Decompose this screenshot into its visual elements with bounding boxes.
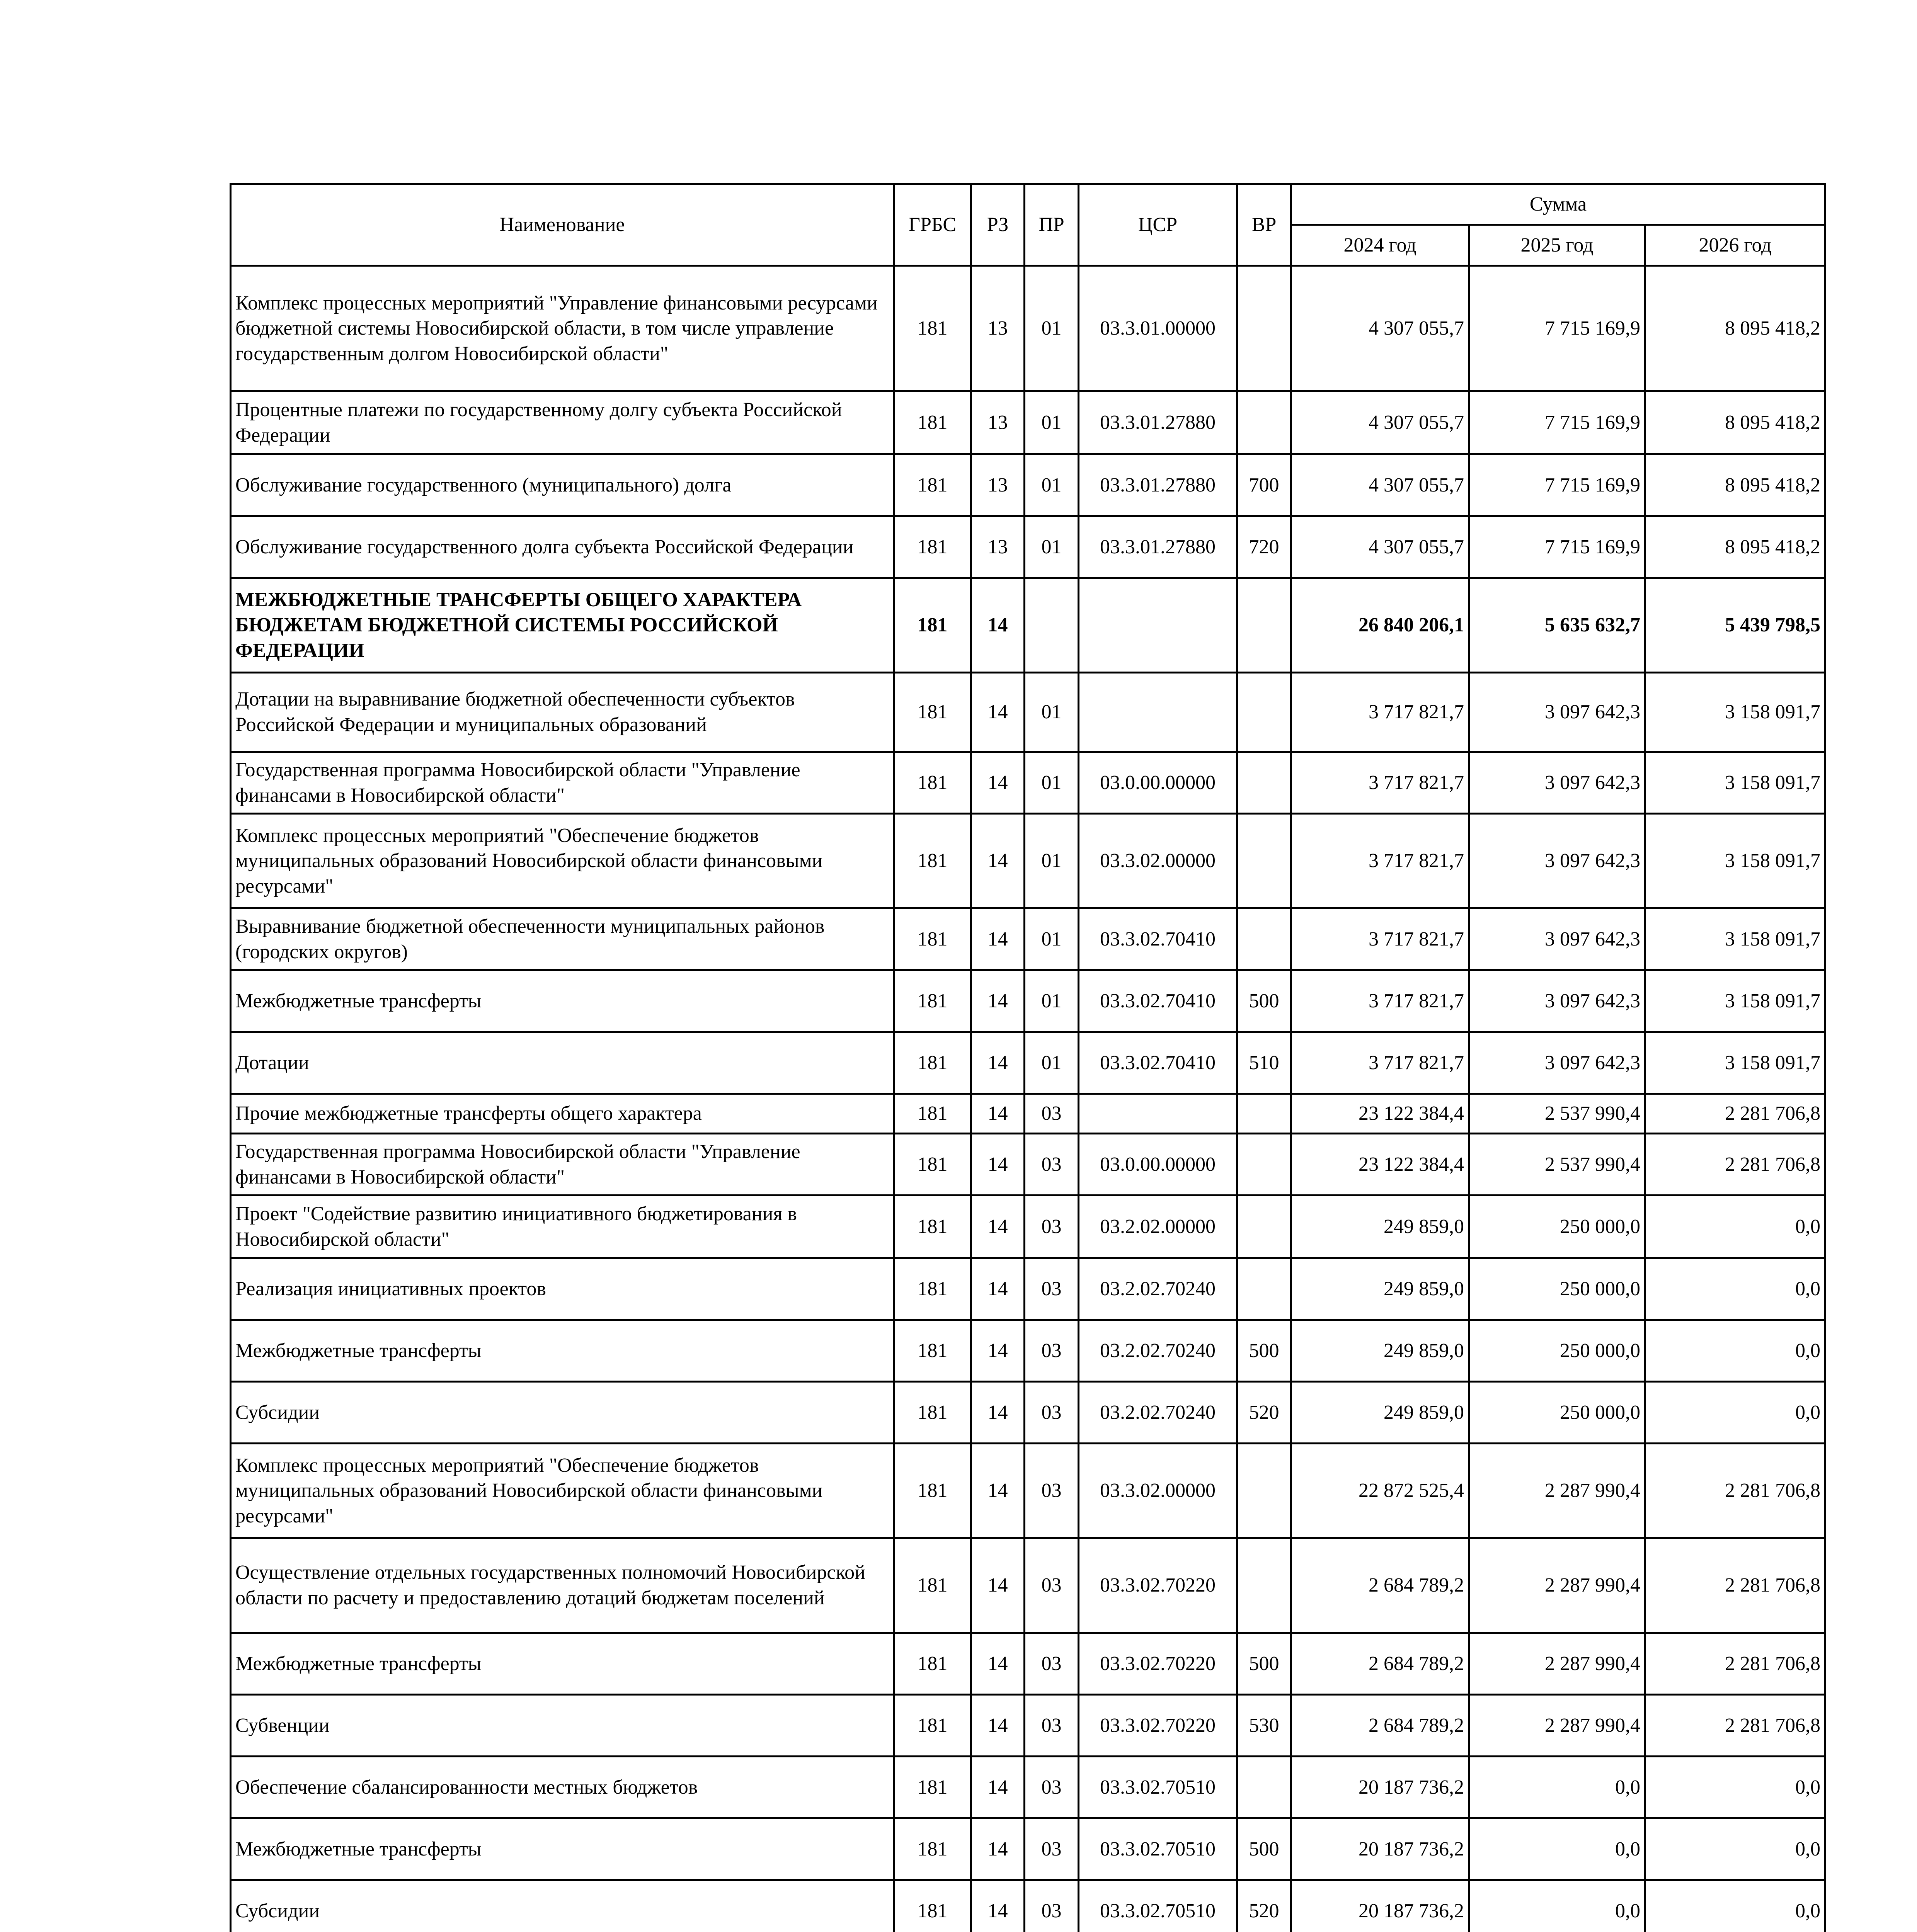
cell-v2026: 0,0: [1645, 1880, 1825, 1932]
table-row: [231, 1196, 1825, 1258]
cell-v2024: 2 684 789,2: [1291, 1633, 1469, 1695]
cell-csr: 03.3.01.27880: [1079, 391, 1237, 454]
cell-vr: 530: [1237, 1695, 1291, 1757]
table-row: [231, 1382, 1825, 1444]
cell-name: Процентные платежи по государственному долгу субъекта Российской Федерации: [231, 391, 894, 454]
cell-v2025: 2 537 990,4: [1469, 1094, 1645, 1134]
cell-vr: [1237, 673, 1291, 752]
table-row: [231, 970, 1825, 1032]
cell-v2026: 8 095 418,2: [1645, 454, 1825, 516]
cell-vr: 500: [1237, 1320, 1291, 1382]
cell-v2024: 2 684 789,2: [1291, 1538, 1469, 1633]
cell-v2026: 0,0: [1645, 1757, 1825, 1818]
cell-csr: 03.0.00.00000: [1079, 752, 1237, 814]
cell-v2025: 250 000,0: [1469, 1382, 1645, 1444]
cell-pr: 03: [1025, 1880, 1079, 1932]
cell-csr: 03.3.02.70220: [1079, 1538, 1237, 1633]
cell-v2024: 249 859,0: [1291, 1258, 1469, 1320]
cell-pr: 03: [1025, 1382, 1079, 1444]
cell-name: Государственная программа Новосибирской области "Управление финансами в Новосибирской области": [231, 1134, 894, 1196]
cell-grbs: 181: [894, 391, 971, 454]
cell-v2024: 3 717 821,7: [1291, 814, 1469, 908]
cell-vr: 700: [1237, 454, 1291, 516]
cell-vr: 520: [1237, 1880, 1291, 1932]
cell-pr: 01: [1025, 752, 1079, 814]
cell-name: МЕЖБЮДЖЕТНЫЕ ТРАНСФЕРТЫ ОБЩЕГО ХАРАКТЕРА БЮДЖЕТАМ БЮДЖЕТНОЙ СИСТЕМЫ РОССИЙСКОЙ ФЕДЕРАЦИИ: [231, 578, 894, 673]
cell-rz: 14: [971, 1880, 1025, 1932]
table-row: [231, 1134, 1825, 1196]
table-row: [231, 578, 1825, 673]
cell-pr: 03: [1025, 1757, 1079, 1818]
header-sum: Сумма: [1291, 184, 1825, 225]
cell-csr: 03.2.02.70240: [1079, 1258, 1237, 1320]
cell-vr: 500: [1237, 970, 1291, 1032]
header-pr: ПР: [1025, 184, 1079, 266]
cell-csr: 03.3.01.27880: [1079, 516, 1237, 578]
cell-v2026: 3 158 091,7: [1645, 814, 1825, 908]
cell-pr: 03: [1025, 1258, 1079, 1320]
table-row: [231, 1695, 1825, 1757]
cell-csr: [1079, 578, 1237, 673]
cell-v2025: 250 000,0: [1469, 1258, 1645, 1320]
table-row: [231, 454, 1825, 516]
cell-rz: 13: [971, 266, 1025, 391]
cell-grbs: 181: [894, 908, 971, 970]
cell-name: Межбюджетные трансферты: [231, 970, 894, 1032]
cell-v2024: 249 859,0: [1291, 1382, 1469, 1444]
cell-pr: 03: [1025, 1444, 1079, 1538]
cell-csr: 03.3.01.27880: [1079, 454, 1237, 516]
cell-pr: 01: [1025, 516, 1079, 578]
cell-v2026: 2 281 706,8: [1645, 1134, 1825, 1196]
cell-pr: 01: [1025, 454, 1079, 516]
cell-csr: [1079, 673, 1237, 752]
header-csr: ЦСР: [1079, 184, 1237, 266]
cell-v2024: 26 840 206,1: [1291, 578, 1469, 673]
cell-vr: [1237, 578, 1291, 673]
cell-v2026: 8 095 418,2: [1645, 391, 1825, 454]
cell-rz: 14: [971, 673, 1025, 752]
cell-v2025: 7 715 169,9: [1469, 516, 1645, 578]
cell-vr: [1237, 752, 1291, 814]
cell-rz: 14: [971, 908, 1025, 970]
cell-rz: 13: [971, 391, 1025, 454]
cell-rz: 13: [971, 454, 1025, 516]
cell-name: Межбюджетные трансферты: [231, 1818, 894, 1880]
cell-vr: [1237, 1196, 1291, 1258]
cell-v2024: 3 717 821,7: [1291, 1032, 1469, 1094]
cell-v2026: 2 281 706,8: [1645, 1538, 1825, 1633]
cell-v2024: 23 122 384,4: [1291, 1094, 1469, 1134]
cell-v2026: 3 158 091,7: [1645, 908, 1825, 970]
table-row: [231, 1320, 1825, 1382]
cell-v2026: 0,0: [1645, 1818, 1825, 1880]
cell-name: Государственная программа Новосибирской области "Управление финансами в Новосибирской области": [231, 752, 894, 814]
cell-rz: 14: [971, 814, 1025, 908]
cell-rz: 14: [971, 970, 1025, 1032]
cell-pr: 01: [1025, 391, 1079, 454]
cell-vr: 500: [1237, 1633, 1291, 1695]
cell-v2026: 2 281 706,8: [1645, 1094, 1825, 1134]
cell-vr: [1237, 1538, 1291, 1633]
budget-table: [230, 183, 1826, 1932]
cell-rz: 14: [971, 1320, 1025, 1382]
cell-name: Реализация инициативных проектов: [231, 1258, 894, 1320]
cell-v2026: 8 095 418,2: [1645, 266, 1825, 391]
cell-grbs: 181: [894, 454, 971, 516]
cell-grbs: 181: [894, 1258, 971, 1320]
cell-rz: 14: [971, 1818, 1025, 1880]
header-year-2025: 2025 год: [1469, 225, 1645, 266]
cell-v2026: 2 281 706,8: [1645, 1633, 1825, 1695]
cell-v2026: 2 281 706,8: [1645, 1695, 1825, 1757]
cell-grbs: 181: [894, 1032, 971, 1094]
cell-grbs: 181: [894, 1094, 971, 1134]
cell-vr: [1237, 908, 1291, 970]
table-row: [231, 814, 1825, 908]
cell-v2025: 3 097 642,3: [1469, 814, 1645, 908]
cell-grbs: 181: [894, 1633, 971, 1695]
cell-v2024: 3 717 821,7: [1291, 908, 1469, 970]
cell-v2026: 3 158 091,7: [1645, 673, 1825, 752]
cell-pr: 03: [1025, 1538, 1079, 1633]
cell-csr: 03.2.02.70240: [1079, 1320, 1237, 1382]
cell-v2024: 20 187 736,2: [1291, 1880, 1469, 1932]
cell-name: Комплекс процессных мероприятий "Обеспечение бюджетов муниципальных образований Новосибирской области финансовыми ресурсами": [231, 1444, 894, 1538]
cell-v2024: 4 307 055,7: [1291, 454, 1469, 516]
cell-vr: [1237, 1757, 1291, 1818]
table-row: [231, 1538, 1825, 1633]
cell-name: Субсидии: [231, 1382, 894, 1444]
cell-pr: 01: [1025, 266, 1079, 391]
cell-csr: 03.3.02.70510: [1079, 1818, 1237, 1880]
cell-v2026: 0,0: [1645, 1258, 1825, 1320]
cell-v2025: 7 715 169,9: [1469, 454, 1645, 516]
cell-name: Субсидии: [231, 1880, 894, 1932]
cell-csr: 03.0.00.00000: [1079, 1134, 1237, 1196]
table-row: [231, 391, 1825, 454]
cell-grbs: 181: [894, 1695, 971, 1757]
cell-rz: 14: [971, 1196, 1025, 1258]
cell-name: Выравнивание бюджетной обеспеченности муниципальных районов (городских округов): [231, 908, 894, 970]
cell-vr: 720: [1237, 516, 1291, 578]
cell-v2024: 23 122 384,4: [1291, 1134, 1469, 1196]
cell-pr: 03: [1025, 1633, 1079, 1695]
cell-vr: [1237, 1444, 1291, 1538]
cell-v2024: 20 187 736,2: [1291, 1757, 1469, 1818]
cell-grbs: 181: [894, 752, 971, 814]
table-row: [231, 266, 1825, 391]
cell-rz: 14: [971, 1695, 1025, 1757]
cell-name: Обслуживание государственного долга субъекта Российской Федерации: [231, 516, 894, 578]
cell-name: Обслуживание государственного (муниципального) долга: [231, 454, 894, 516]
cell-v2024: 249 859,0: [1291, 1320, 1469, 1382]
cell-pr: 03: [1025, 1196, 1079, 1258]
cell-v2025: 7 715 169,9: [1469, 391, 1645, 454]
cell-v2024: 4 307 055,7: [1291, 266, 1469, 391]
table-row: [231, 1757, 1825, 1818]
cell-v2024: 3 717 821,7: [1291, 673, 1469, 752]
table-header: [231, 184, 1825, 266]
table-row: [231, 1818, 1825, 1880]
cell-v2025: 2 287 990,4: [1469, 1444, 1645, 1538]
cell-csr: 03.3.02.70410: [1079, 1032, 1237, 1094]
cell-pr: 01: [1025, 1032, 1079, 1094]
cell-grbs: 181: [894, 1880, 971, 1932]
cell-pr: 01: [1025, 970, 1079, 1032]
header-year-2026: 2026 год: [1645, 225, 1825, 266]
cell-vr: [1237, 391, 1291, 454]
table-row: [231, 1444, 1825, 1538]
cell-pr: 01: [1025, 814, 1079, 908]
cell-v2024: 3 717 821,7: [1291, 970, 1469, 1032]
table-row: [231, 1032, 1825, 1094]
cell-grbs: 181: [894, 1196, 971, 1258]
cell-name: Дотации на выравнивание бюджетной обеспеченности субъектов Российской Федерации и муниципальных образований: [231, 673, 894, 752]
cell-pr: 01: [1025, 673, 1079, 752]
cell-csr: 03.3.01.00000: [1079, 266, 1237, 391]
cell-vr: 500: [1237, 1818, 1291, 1880]
cell-v2025: 2 287 990,4: [1469, 1633, 1645, 1695]
cell-v2025: 3 097 642,3: [1469, 673, 1645, 752]
cell-csr: 03.3.02.70220: [1079, 1633, 1237, 1695]
cell-name: Комплекс процессных мероприятий "Обеспечение бюджетов муниципальных образований Новосибирской области финансовыми ресурсами": [231, 814, 894, 908]
header-vr: ВР: [1237, 184, 1291, 266]
cell-grbs: 181: [894, 516, 971, 578]
table-row: [231, 1258, 1825, 1320]
cell-pr: 03: [1025, 1094, 1079, 1134]
cell-name: Комплекс процессных мероприятий "Управление финансовыми ресурсами бюджетной системы Новосибирской области, в том числе управление государственным долгом Новосибирской области": [231, 266, 894, 391]
table-body: [231, 266, 1825, 1932]
cell-name: Межбюджетные трансферты: [231, 1633, 894, 1695]
cell-grbs: 181: [894, 1444, 971, 1538]
cell-vr: [1237, 1094, 1291, 1134]
cell-pr: 03: [1025, 1695, 1079, 1757]
cell-v2025: 250 000,0: [1469, 1196, 1645, 1258]
cell-grbs: 181: [894, 1538, 971, 1633]
cell-v2026: 0,0: [1645, 1320, 1825, 1382]
cell-csr: 03.3.02.70410: [1079, 970, 1237, 1032]
cell-pr: 01: [1025, 908, 1079, 970]
cell-name: Межбюджетные трансферты: [231, 1320, 894, 1382]
cell-rz: 14: [971, 752, 1025, 814]
cell-rz: 14: [971, 1444, 1025, 1538]
header-rz: РЗ: [971, 184, 1025, 266]
table-row: [231, 1880, 1825, 1932]
cell-v2025: 5 635 632,7: [1469, 578, 1645, 673]
header-year-2024: 2024 год: [1291, 225, 1469, 266]
cell-rz: 14: [971, 1538, 1025, 1633]
cell-v2024: 3 717 821,7: [1291, 752, 1469, 814]
header-grbs: ГРБС: [894, 184, 971, 266]
cell-v2024: 20 187 736,2: [1291, 1818, 1469, 1880]
cell-pr: [1025, 578, 1079, 673]
cell-v2025: 3 097 642,3: [1469, 970, 1645, 1032]
cell-v2025: 2 537 990,4: [1469, 1134, 1645, 1196]
cell-grbs: 181: [894, 1382, 971, 1444]
cell-name: Дотации: [231, 1032, 894, 1094]
cell-vr: [1237, 814, 1291, 908]
cell-csr: 03.3.02.70220: [1079, 1695, 1237, 1757]
cell-v2026: 3 158 091,7: [1645, 970, 1825, 1032]
cell-v2026: 3 158 091,7: [1645, 752, 1825, 814]
cell-v2024: 4 307 055,7: [1291, 516, 1469, 578]
cell-v2026: 0,0: [1645, 1382, 1825, 1444]
cell-rz: 14: [971, 1134, 1025, 1196]
header-name: Наименование: [231, 184, 894, 266]
cell-pr: 03: [1025, 1320, 1079, 1382]
cell-v2025: 0,0: [1469, 1818, 1645, 1880]
cell-grbs: 181: [894, 1757, 971, 1818]
cell-vr: 510: [1237, 1032, 1291, 1094]
cell-grbs: 181: [894, 1320, 971, 1382]
cell-vr: [1237, 1258, 1291, 1320]
cell-csr: 03.3.02.00000: [1079, 1444, 1237, 1538]
table-row: [231, 908, 1825, 970]
cell-csr: 03.3.02.70510: [1079, 1880, 1237, 1932]
cell-rz: 14: [971, 578, 1025, 673]
cell-v2024: 2 684 789,2: [1291, 1695, 1469, 1757]
cell-name: Проект "Содействие развитию инициативного бюджетирования в Новосибирской области": [231, 1196, 894, 1258]
cell-rz: 14: [971, 1382, 1025, 1444]
cell-rz: 14: [971, 1633, 1025, 1695]
cell-rz: 14: [971, 1094, 1025, 1134]
cell-grbs: 181: [894, 1134, 971, 1196]
cell-vr: [1237, 266, 1291, 391]
cell-grbs: 181: [894, 266, 971, 391]
cell-v2025: 2 287 990,4: [1469, 1538, 1645, 1633]
cell-v2026: 2 281 706,8: [1645, 1444, 1825, 1538]
cell-name: Субвенции: [231, 1695, 894, 1757]
table-row: [231, 673, 1825, 752]
cell-grbs: 181: [894, 1818, 971, 1880]
cell-name: Осуществление отдельных государственных полномочий Новосибирской области по расчету и предоставлению дотаций бюджетам поселений: [231, 1538, 894, 1633]
cell-rz: 13: [971, 516, 1025, 578]
cell-v2026: 0,0: [1645, 1196, 1825, 1258]
cell-v2025: 7 715 169,9: [1469, 266, 1645, 391]
cell-rz: 14: [971, 1258, 1025, 1320]
table-row: [231, 752, 1825, 814]
cell-v2026: 3 158 091,7: [1645, 1032, 1825, 1094]
cell-v2024: 22 872 525,4: [1291, 1444, 1469, 1538]
cell-csr: 03.3.02.00000: [1079, 814, 1237, 908]
cell-grbs: 181: [894, 970, 971, 1032]
table-row: [231, 1633, 1825, 1695]
cell-pr: 03: [1025, 1134, 1079, 1196]
cell-csr: 03.3.02.70410: [1079, 908, 1237, 970]
cell-v2025: 3 097 642,3: [1469, 752, 1645, 814]
cell-v2024: 249 859,0: [1291, 1196, 1469, 1258]
cell-grbs: 181: [894, 814, 971, 908]
cell-csr: [1079, 1094, 1237, 1134]
cell-name: Прочие межбюджетные трансферты общего характера: [231, 1094, 894, 1134]
table-row: [231, 1094, 1825, 1134]
cell-rz: 14: [971, 1757, 1025, 1818]
cell-v2025: 0,0: [1469, 1757, 1645, 1818]
cell-v2025: 2 287 990,4: [1469, 1695, 1645, 1757]
cell-v2025: 3 097 642,3: [1469, 908, 1645, 970]
cell-v2026: 5 439 798,5: [1645, 578, 1825, 673]
cell-v2026: 8 095 418,2: [1645, 516, 1825, 578]
cell-vr: 520: [1237, 1382, 1291, 1444]
cell-csr: 03.3.02.70510: [1079, 1757, 1237, 1818]
cell-grbs: 181: [894, 578, 971, 673]
cell-v2024: 4 307 055,7: [1291, 391, 1469, 454]
cell-v2025: 3 097 642,3: [1469, 1032, 1645, 1094]
cell-name: Обеспечение сбалансированности местных бюджетов: [231, 1757, 894, 1818]
cell-v2025: 250 000,0: [1469, 1320, 1645, 1382]
cell-csr: 03.2.02.00000: [1079, 1196, 1237, 1258]
cell-v2025: 0,0: [1469, 1880, 1645, 1932]
cell-pr: 03: [1025, 1818, 1079, 1880]
table-row: [231, 516, 1825, 578]
cell-rz: 14: [971, 1032, 1025, 1094]
cell-vr: [1237, 1134, 1291, 1196]
cell-csr: 03.2.02.70240: [1079, 1382, 1237, 1444]
cell-grbs: 181: [894, 673, 971, 752]
